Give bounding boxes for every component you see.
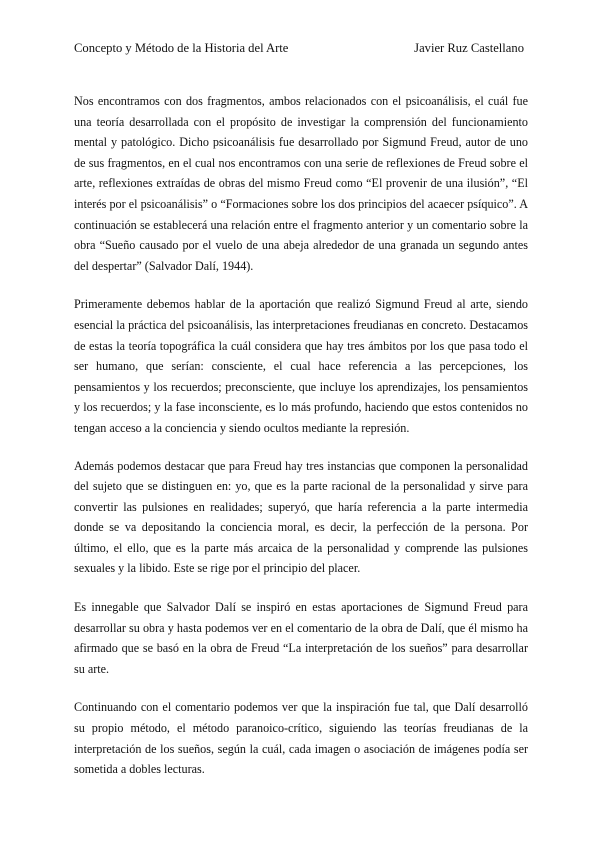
header-author-name: Javier Ruz Castellano	[414, 41, 524, 55]
header-course-title: Concepto y Método de la Historia del Arte	[74, 41, 289, 55]
paragraph-freud-topographic-theory: Primeramente debemos hablar de la aportación que realizó Sigmund Freud al arte, siendo esencial la práctica del psicoanálisis, las interpretaciones freudianas en concreto. Destacamos de estas la teoría topográfica la cuál considera que hay tres ámbitos por los que pasa todo el ser humano, que serían: consciente, el cual hace referencia a las percepciones, los pensamientos y los recuerdos; preconsciente, que incluye los aprendizajes, los pensamientos y los recuerdos; y la fase inconsciente, es lo más profundo, haciendo que estos contenidos no tengan acceso a la conciencia y siendo ocultos mediante la represión.	[74, 297, 528, 435]
paragraph-dali-inspiration: Es innegable que Salvador Dalí se inspiró en estas aportaciones de Sigmund Freud para desarrollar su obra y hasta podemos ver en el comentario de la obra de Dalí, que él mismo ha afirmado que se basó en la obra de Freud “La interpretación de los sueños” para desarrollar su arte.	[74, 600, 528, 676]
document-body	[74, 91, 528, 799]
paragraph-introduction: Nos encontramos con dos fragmentos, ambos relacionados con el psicoanálisis, el cuál fue una teoría desarrollada con el propósito de investigar la comprensión del funcionamiento mental y patológico. Dicho psicoanálisis fue desarrollado por Sigmund Freud, autor de uno de sus fragmentos, en el cual nos encontramos con una serie de reflexiones de Freud sobre el arte, reflexiones extraídas de obras del mismo Freud como “El provenir de una ilusión”, “El interés por el psicoanálisis” o “Formaciones sobre los dos principios del acaecer psíquico”. A continuación se establecerá una relación entre el fragmento anterior y un comentario sobre la obra “Sueño causado por el vuelo de una abeja alrededor de una granada un segundo antes del despertar” (Salvador Dalí, 1944).	[74, 94, 528, 273]
paragraph-freud-personality-instances: Además podemos destacar que para Freud hay tres instancias que componen la personalidad del sujeto que se distinguen en: yo, que es la parte racional de la personalidad y sirve para convertir las pulsiones en realidades; superyó, que haría referencia a la parte intermedia donde se va depositando la conciencia moral, es decir, la perfección de la persona. Por último, el ello, que es la parte más arcaica de la personalidad y comprende las pulsiones sexuales y la libido. Este se rige por el principio del placer.	[74, 458, 528, 576]
paragraph-paranoiac-critical-method: Continuando con el comentario podemos ver que la inspiración fue tal, que Dalí desarrolló su propio método, el método paranoico-crítico, siguiendo las teorías freudianas de la interpretación de los sueños, según la cuál, cada imagen o asociación de imágenes podía ser sometida a dobles lecturas.	[74, 700, 528, 777]
page-header	[74, 40, 526, 56]
